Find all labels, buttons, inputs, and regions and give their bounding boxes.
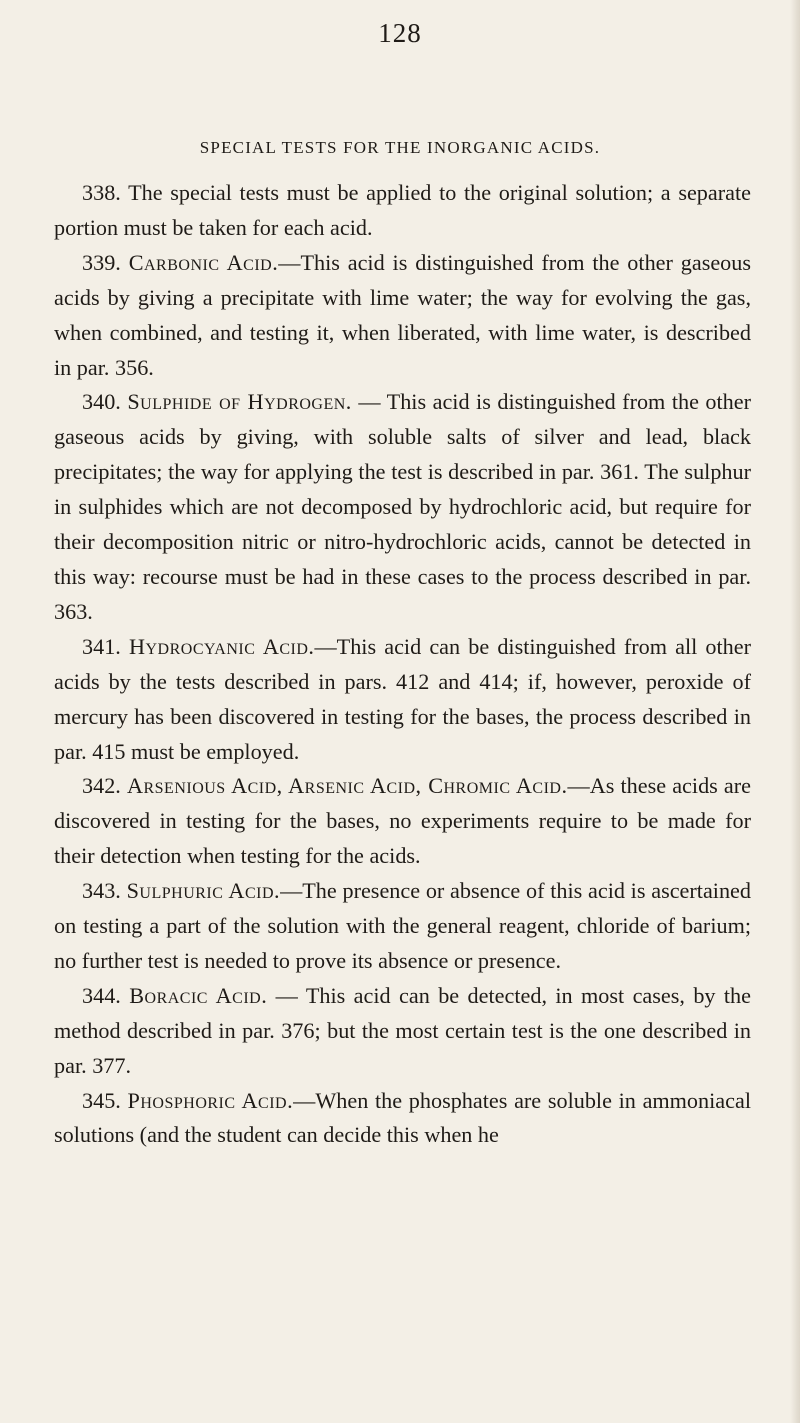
paragraph-338 xyxy=(54,176,751,246)
paragraph-number: 339. xyxy=(82,249,121,275)
paragraph-text: This acid is distinguished from the other gaseous acids by giving, with soluble salts of silver and lead, black precipitates; the way for applying the test is described in par. 361. The sulphur in sulphides which are not decomposed by hydrochloric acid, but require for their decomposition nitric or nitro-hydrochloric acids, cannot be detected in this way: recourse must be had in these cases to the process described in par. 363. xyxy=(54,389,752,624)
paragraph-number: 340. xyxy=(82,389,121,415)
paragraph-number: 343. xyxy=(82,878,121,904)
paragraph-text: As these acids are discovered in testing for the bases, no experiments require to be made for their detection when testing for the acids. xyxy=(54,773,752,869)
paragraph-title: Carbonic Acid. xyxy=(128,249,279,275)
page-number: 128 xyxy=(378,18,422,48)
paragraph-text: This acid is distinguished from the other gaseous acids by giving a precipitate with lime water; the way for evolving the gas, when combined, and testing it, when liberated, with lime water, is described in par. 356. xyxy=(54,249,751,380)
title-separator: — xyxy=(351,389,387,415)
paragraph-343 xyxy=(54,874,751,979)
paragraph-text: The special tests must be applied to the original solution; a separate portion must be taken for each acid. xyxy=(54,180,751,240)
paragraph-341 xyxy=(54,630,751,770)
page-edge-shadow xyxy=(790,0,800,1423)
title-separator: — xyxy=(278,249,301,275)
paragraph-text: When the phosphates are soluble in ammoniacal solutions (and the student can decide this when he xyxy=(54,1087,751,1148)
paragraph-title: Hydrocyanic Acid. xyxy=(128,633,315,659)
paragraph-title: Boracic Acid. xyxy=(129,982,268,1008)
title-separator: — xyxy=(314,633,337,659)
paragraph-text: This acid can be distinguished from all other acids by the tests described in pars. 412 and 414; if, however, peroxide of mercury has been discovered in testing for the bases, the process described in par. 415 must be employed. xyxy=(54,633,751,764)
title-separator: — xyxy=(567,773,590,799)
body-text xyxy=(54,176,751,1153)
title-separator: — xyxy=(267,982,306,1008)
section-heading: SPECIAL TESTS FOR THE INORGANIC ACIDS. xyxy=(199,138,601,157)
paragraph-number: 341. xyxy=(82,633,121,659)
title-separator: — xyxy=(293,1087,316,1113)
paragraph-339 xyxy=(54,246,751,386)
paragraph-340 xyxy=(54,385,751,629)
paragraph-text: The presence or absence of this acid is ascertained on testing a part of the solution with the general reagent, chloride of barium; no further test is needed to prove its absence or presence. xyxy=(54,878,752,973)
paragraph-number: 345. xyxy=(82,1087,121,1113)
paragraph-342 xyxy=(54,769,751,874)
paragraph-number: 344. xyxy=(82,982,121,1008)
paragraph-number: 342. xyxy=(82,773,121,799)
paragraph-344 xyxy=(54,979,751,1084)
paragraph-title: Arsenious Acid, Arsenic Acid, Chromic Acid. xyxy=(126,773,568,799)
paragraph-text: This acid can be detected, in most cases, by the method described in par. 376; but the most certain test is the one described in par. 377. xyxy=(54,982,751,1078)
paragraph-number: 338. xyxy=(82,180,121,205)
paragraph-title: Sulphide of Hydrogen. xyxy=(127,389,352,415)
paragraph-345 xyxy=(54,1084,751,1154)
paragraph-title: Phosphoric Acid. xyxy=(127,1087,294,1113)
title-separator: — xyxy=(280,878,303,904)
paragraph-title: Sulphuric Acid. xyxy=(126,878,281,904)
